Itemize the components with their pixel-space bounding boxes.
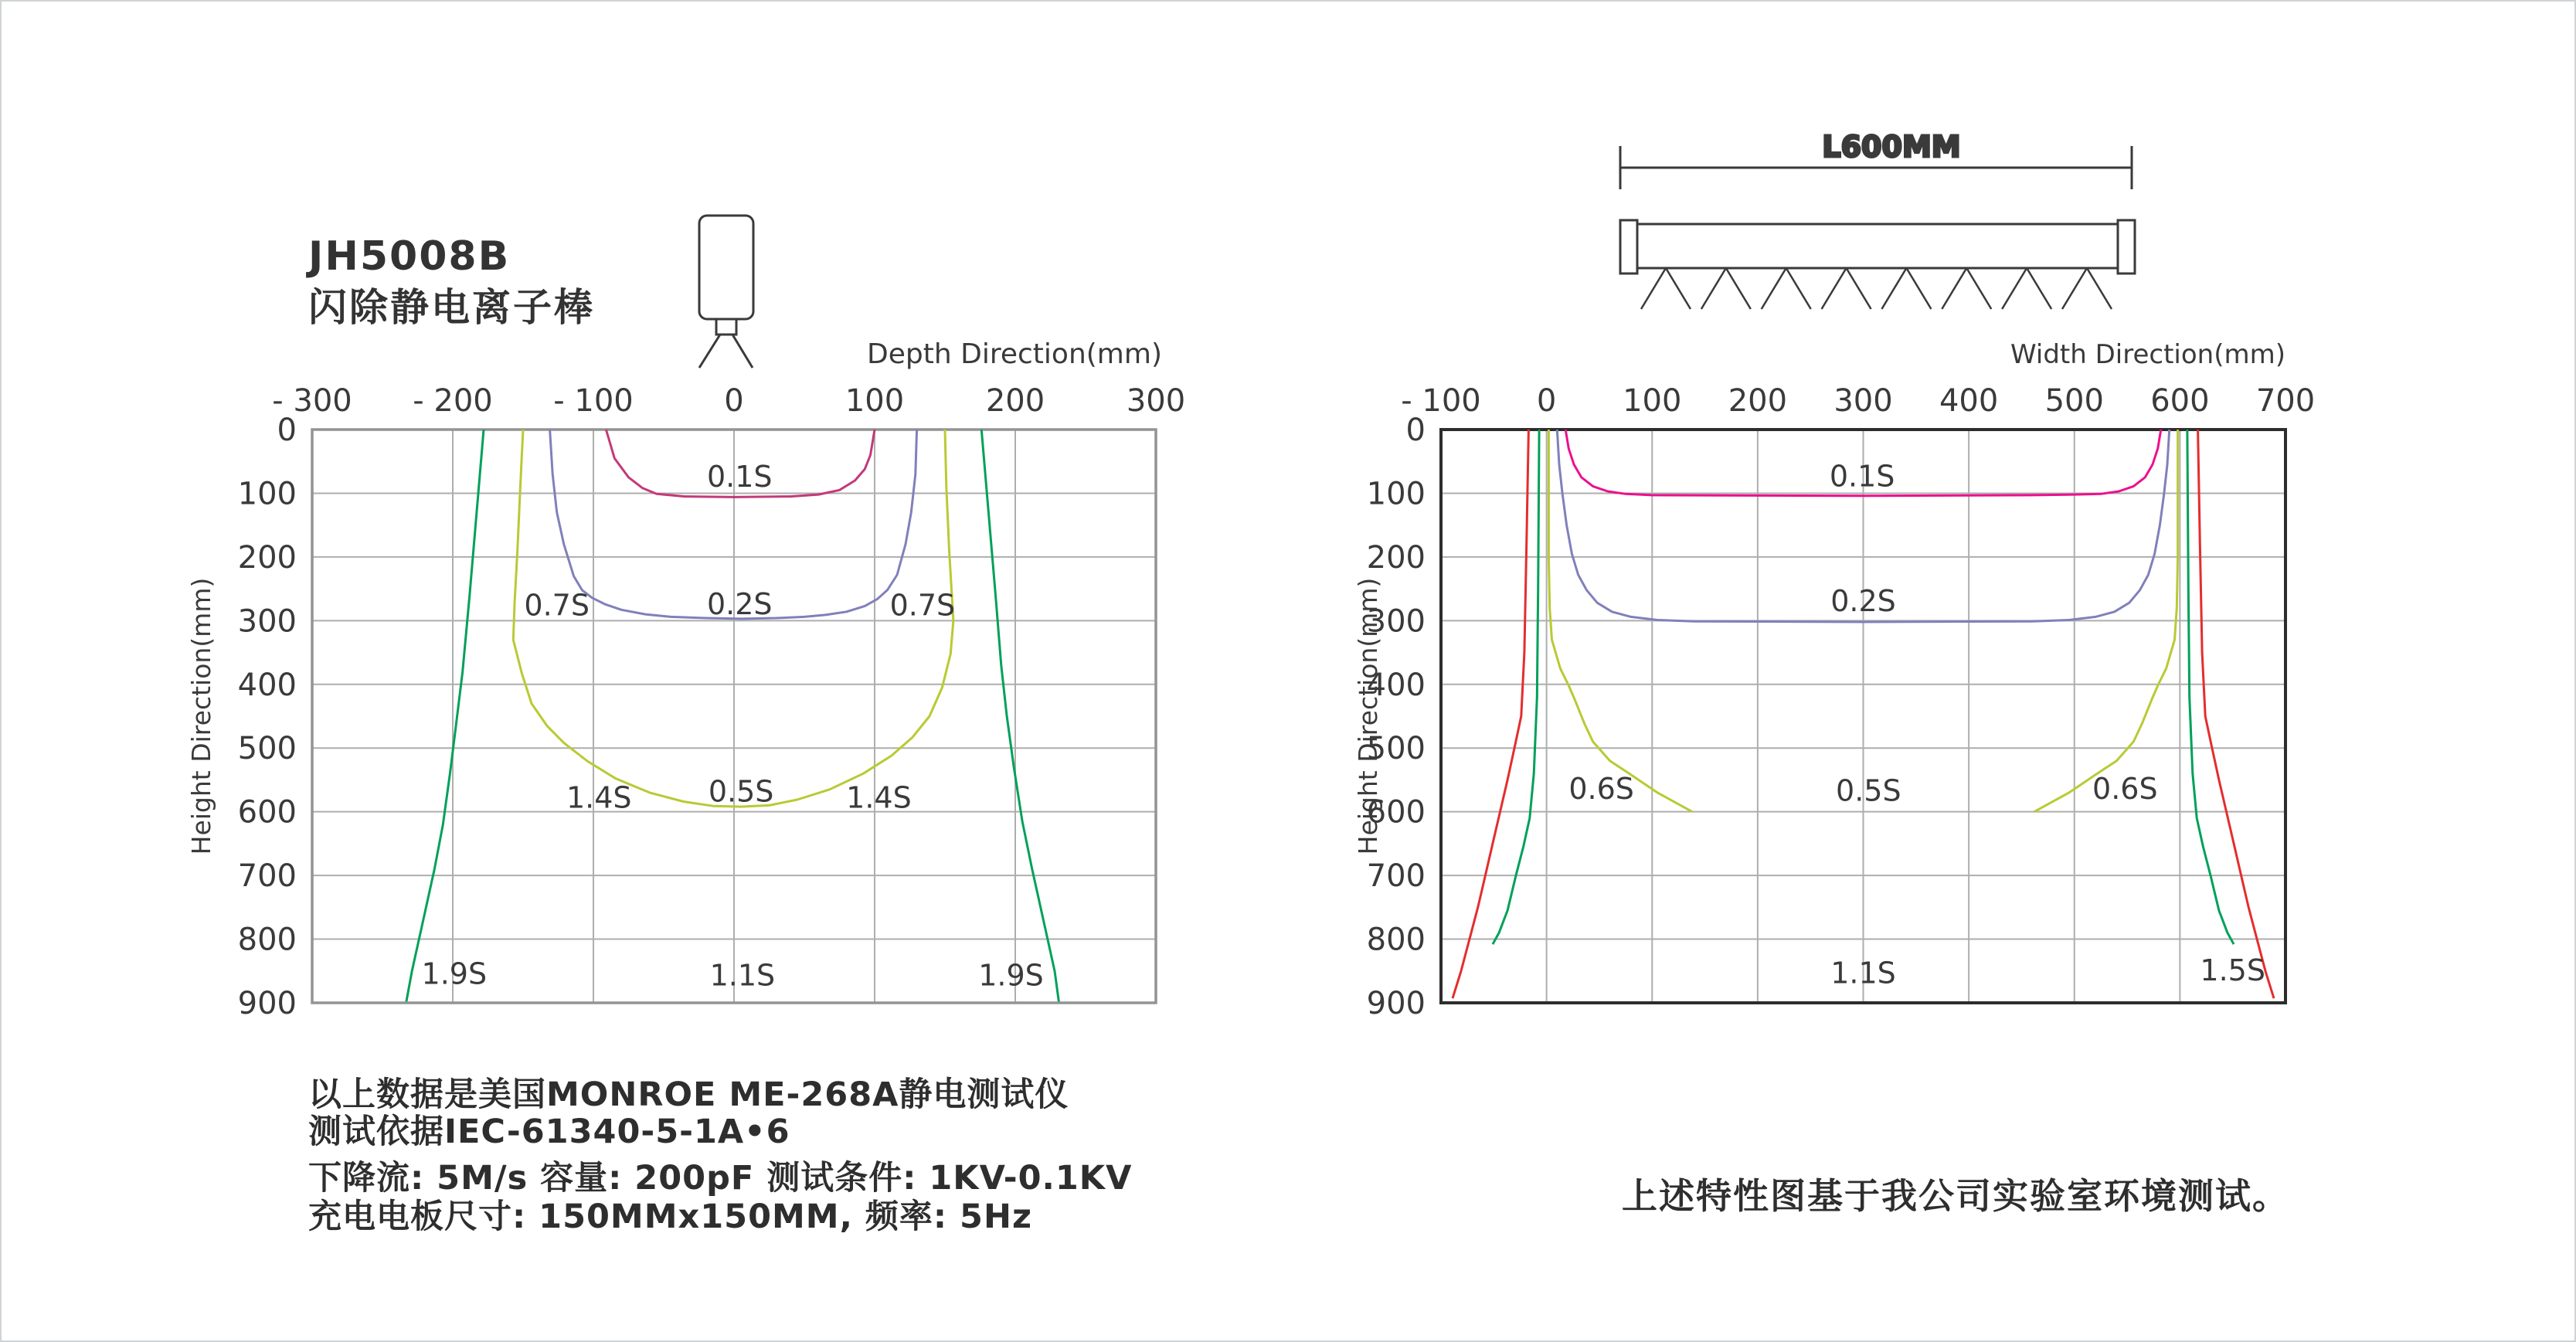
- contour-label: 0.2S: [706, 587, 773, 622]
- chart-depth: [186, 338, 1185, 1021]
- contour-label: 0.6S: [2092, 772, 2158, 807]
- x-tick-label: - 100: [553, 383, 634, 419]
- y-tick-label: 900: [237, 986, 297, 1021]
- x-tick-label: 200: [985, 383, 1045, 419]
- x-tick-label: - 300: [272, 383, 352, 419]
- y-axis-title-width: Height Direction(mm): [1353, 577, 1383, 855]
- contour-label: 1.1S: [1830, 956, 1896, 990]
- test-note-line-3: 下降流: 5M/s 容量: 200pF 测试条件: 1KV-0.1KV: [308, 1159, 1133, 1198]
- test-note-line-1: 以上数据是美国MONROE ME-268A静电测试仪: [308, 1075, 1069, 1114]
- y-tick-label: 100: [1366, 476, 1426, 512]
- y-tick-label: 100: [237, 476, 297, 512]
- x-tick-label: - 100: [1401, 383, 1481, 419]
- x-tick-label: 0: [724, 383, 744, 419]
- product-name-title: 闪除静电离子棒: [308, 285, 595, 330]
- x-tick-label: 700: [2255, 383, 2316, 419]
- y-tick-label: 200: [237, 539, 297, 576]
- contour-label: 1.4S: [846, 780, 912, 815]
- y-tick-label: 0: [1405, 413, 1426, 448]
- x-tick-label: 100: [1623, 383, 1682, 419]
- y-tick-label: 800: [1366, 922, 1426, 958]
- x-tick-label: 300: [1126, 383, 1186, 419]
- ionizer-nozzle-icon: [699, 216, 753, 368]
- y-tick-label: 500: [237, 731, 297, 767]
- y-tick-label: 400: [1366, 667, 1426, 703]
- x-axis-title-width: Width Direction(mm): [2010, 339, 2285, 370]
- dimension-label: L600MM: [1822, 130, 1961, 164]
- y-tick-label: 300: [1366, 603, 1426, 640]
- contour-label: 1.1S: [709, 958, 776, 993]
- y-tick-label: 300: [237, 603, 297, 640]
- contour-1.1s-contour-right: [2187, 430, 2234, 944]
- x-axis-title-depth: Depth Direction(mm): [867, 338, 1162, 370]
- y-tick-label: 200: [1366, 539, 1426, 576]
- y-axis-title-depth: Height Direction(mm): [186, 577, 216, 855]
- contour-label: 0.7S: [524, 588, 590, 623]
- y-tick-label: 600: [237, 794, 297, 831]
- x-tick-label: 200: [1728, 383, 1788, 419]
- contour-1.1s-contour-left: [1493, 430, 1539, 944]
- contour-label: 0.1S: [706, 460, 773, 494]
- emitter-pins: [1641, 268, 2112, 309]
- grid-width: [1441, 430, 2285, 1003]
- contour-label: 0.5S: [708, 774, 774, 809]
- y-tick-label: 0: [277, 413, 297, 448]
- y-tick-label: 900: [1366, 986, 1426, 1021]
- test-note-line-4: 充电电板尺寸: 150MMx150MM, 频率: 5Hz: [308, 1198, 1032, 1236]
- contour-label: 0.1S: [1829, 459, 1895, 494]
- contour-1.5s-contour-right: [2198, 430, 2274, 998]
- lab-environment-note: 上述特性图基于我公司实验室环境测试。: [1622, 1175, 2289, 1217]
- grid-depth: [312, 430, 1156, 1003]
- contour-label: 0.2S: [1830, 583, 1896, 618]
- contour-label: 1.9S: [421, 956, 488, 991]
- contour-label: 0.5S: [1836, 773, 1901, 808]
- ionizer-bar-with-emitters-icon: [1620, 130, 2135, 309]
- contour-label: 0.6S: [1568, 772, 1634, 807]
- x-tick-label: 300: [1833, 383, 1893, 419]
- contour-1.9s-contour-right: [981, 430, 1059, 1001]
- x-tick-label: 500: [2044, 383, 2104, 419]
- contour-label: 1.4S: [566, 780, 632, 815]
- contour-label: 0.7S: [889, 588, 956, 623]
- y-tick-label: 700: [1366, 858, 1426, 895]
- x-tick-label: 0: [1536, 383, 1557, 419]
- contour-label: 1.9S: [978, 958, 1044, 993]
- x-tick-label: 100: [845, 383, 905, 419]
- y-tick-label: 400: [237, 667, 297, 703]
- x-tick-label: 400: [1939, 383, 1999, 419]
- model-number-title: JH5008B: [308, 233, 511, 280]
- contour-1.5s-contour-left: [1453, 430, 1528, 998]
- chart-width: [1353, 339, 2315, 1021]
- contour-label: 1.5S: [2200, 953, 2265, 988]
- y-tick-label: 500: [1366, 731, 1426, 767]
- y-tick-label: 800: [237, 922, 297, 958]
- y-tick-label: 600: [1366, 794, 1426, 831]
- contour-1.9s-contour-left: [406, 430, 484, 1001]
- y-tick-label: 700: [237, 858, 297, 895]
- x-tick-label: - 200: [413, 383, 493, 419]
- x-tick-label: 600: [2150, 383, 2210, 419]
- test-note-line-2: 测试依据IEC-61340-5-1A•6: [308, 1113, 790, 1151]
